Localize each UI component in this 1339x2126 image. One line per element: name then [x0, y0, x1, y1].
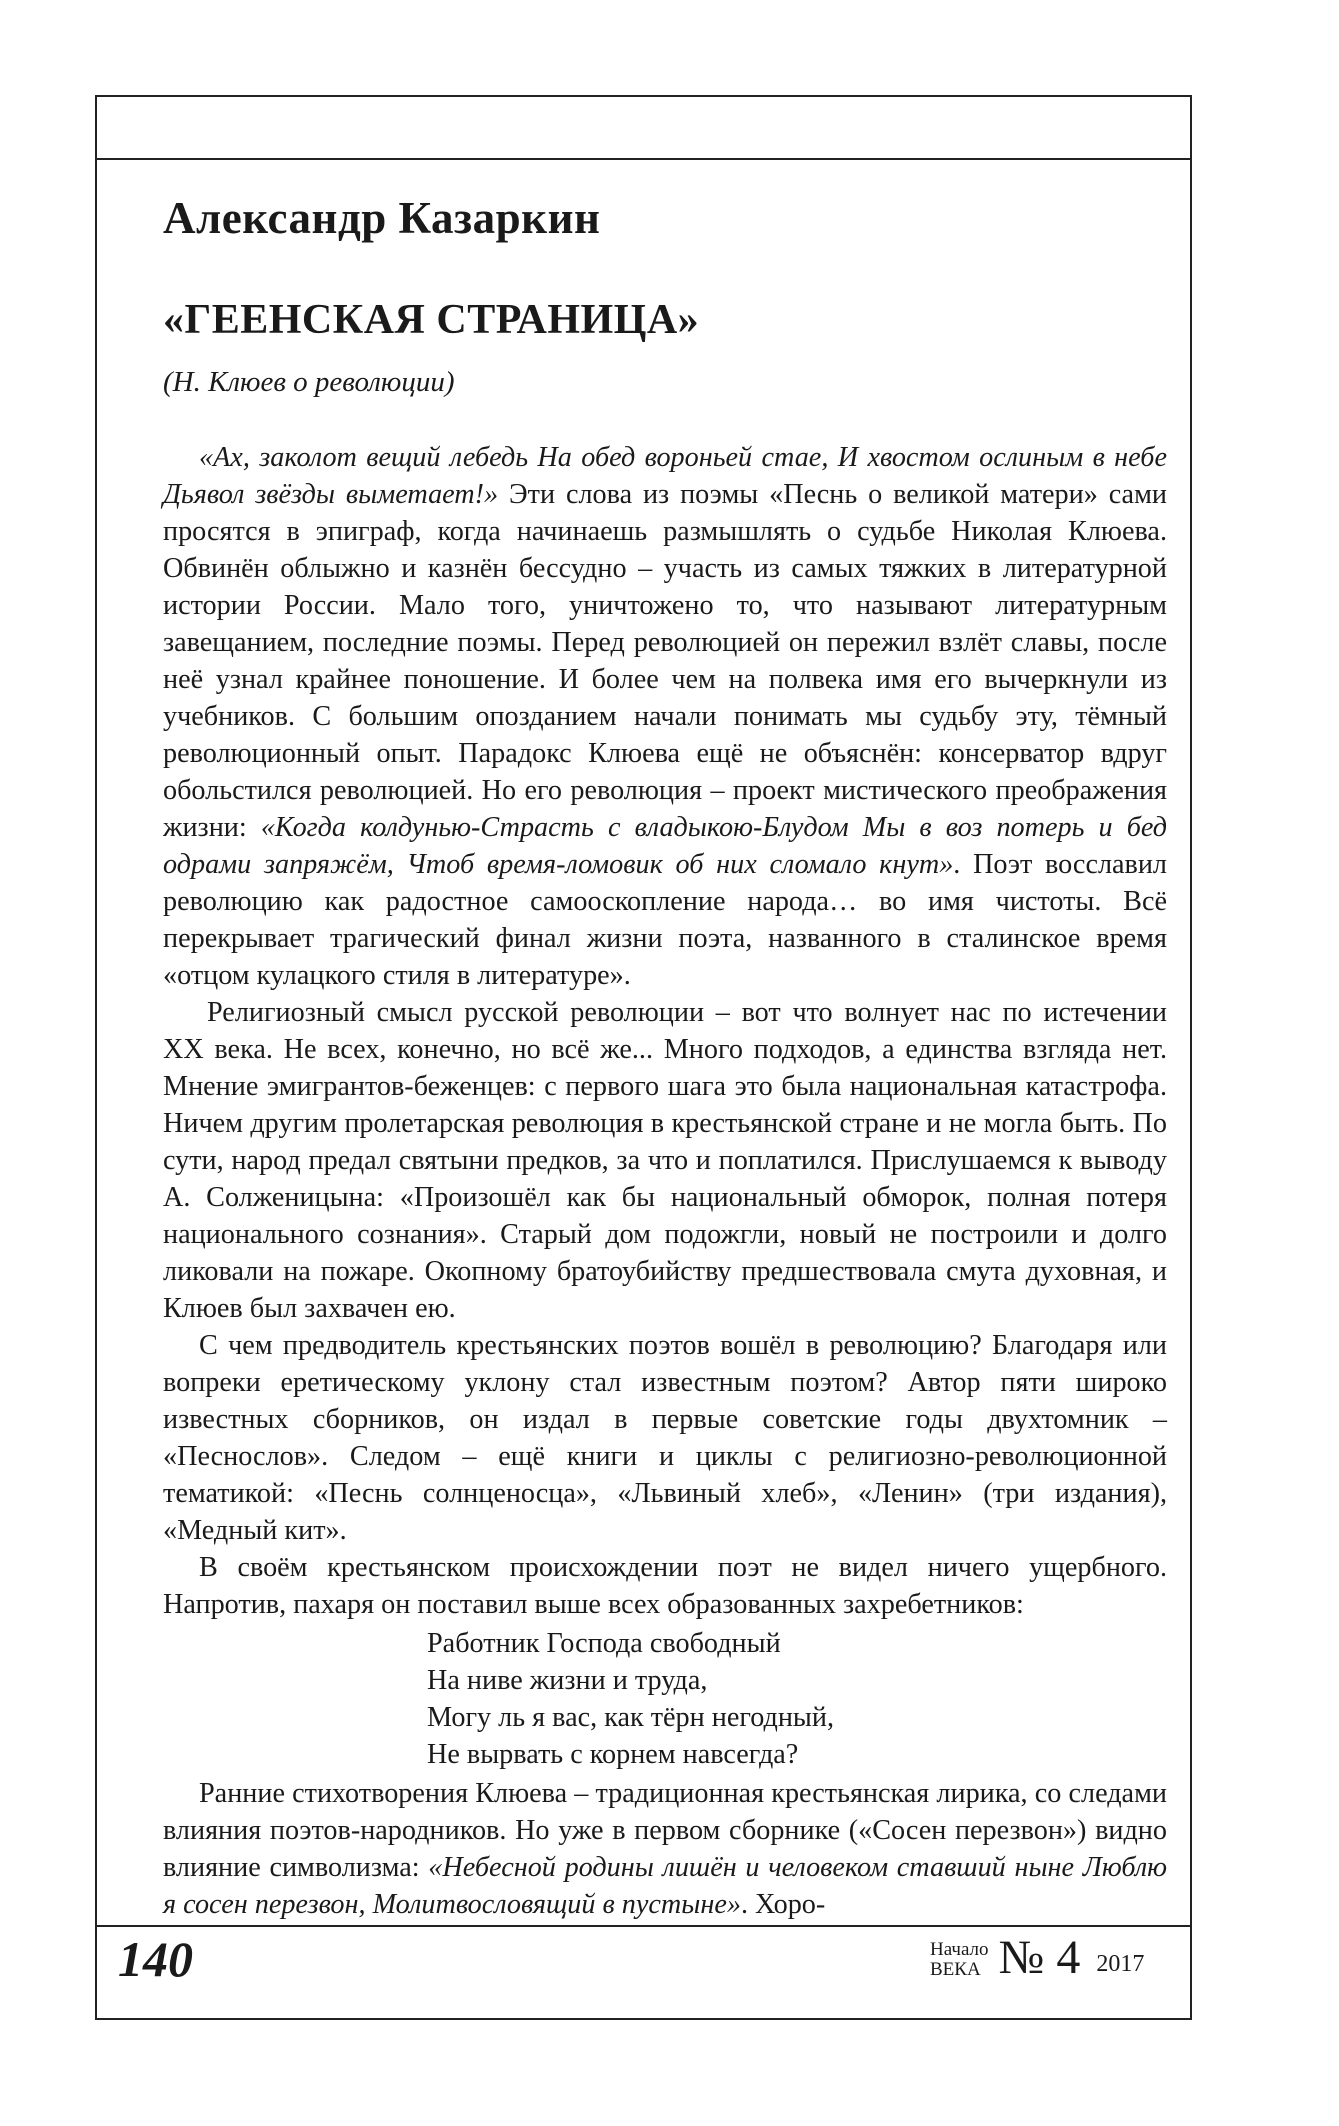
- issue-number: № 4: [998, 1931, 1081, 1984]
- paragraph-2: Религиозный смысл русской революции – вот что волнует нас по истечении XX века. Не всех, конечно, но всё же... Много подходов, а единства взгляда нет. Мнение эмигрантов-беженцев: с первого шага это была национальная катастрофа. Ничем другим пролетарская революция в крестьянской стране и не могла быть. По сути, народ предал святыни предков, за что и поплатился. Прислушаемся к выводу А. Солженицына: «Произошёл как бы национальный обморок, полная потеря национального сознания». Старый дом подожгли, новый не построили и долго ликовали на пожаре. Окопному братоубийству предшествовала смута духовная, и Клюев был захвачен ею.: [163, 997, 1167, 1324]
- poem-quote: [427, 1625, 1167, 1773]
- epigraph-quote: «Ах, заколот вещий лебедь На обед вороньей стае, И хвостом ослиным в небе Дьявол звёзды выметает!»: [163, 442, 1167, 510]
- paragraph-1-text-a: Эти слова из поэмы «Песнь о великой матери» сами просятся в эпиграф, когда начинаешь размышлять о судьбе Николая Клюева. Обвинён облыжно и казнён бессудно – участь из самых тяжких в литературной истории России. Мало того, уничтожено то, что называют литературным завещанием, последние поэмы. Перед революцией он пережил взлёт славы, после неё узнал крайнее поношение. И более чем на полвека имя его вычеркнули из учебников. С большим опозданием начали понимать мы судьбу эту, тёмный революционный опыт. Парадокс Клюева ещё не объяснён: консерватор вдруг обольстился революцией. Но его революция – проект мистического преображения жизни:: [163, 479, 1167, 843]
- poem-line: Не вырвать с корнем навсегда?: [427, 1739, 799, 1770]
- page-number: 140: [118, 1931, 193, 1987]
- paragraph-4: В своём крестьянском происхождении поэт не видел ничего ущербного. Напротив, пахаря он поставил выше всех образованных захребетников:: [163, 1552, 1167, 1620]
- journal-name: [930, 1940, 989, 1980]
- paragraph-1: [163, 439, 1167, 994]
- article-subtitle: (Н. Клюев о революции): [163, 366, 455, 398]
- paragraph-5-quote: «Небесной родины лишён и человеком ставший ныне Люблю я сосен перезвон, Молитвословящий в пустыне»: [163, 1852, 1167, 1920]
- journal-brand: [930, 1930, 1144, 1986]
- issue-year: 2017: [1096, 1951, 1145, 1977]
- article-body: [163, 439, 1167, 1923]
- paragraph-3: С чем предводитель крестьянских поэтов вошёл в революцию? Благодаря или вопреки еретическому уклону стал известным поэтом? Автор пяти широко известных сборников, он издал в первые советские годы двухтомник – «Песнослов». Следом – ещё книги и циклы с религиозно-революционной тематикой: «Песнь солнценосца», «Львиный хлеб», «Ленин» (три издания), «Медный кит».: [163, 1330, 1167, 1546]
- paragraph-5-text-a: Ранние стихотворения Клюева – традиционная крестьянская лирика, со следами влияния поэтов-народников. Но уже в первом сборнике («Сосен перезвон») видно влияние символизма:: [163, 1778, 1167, 1883]
- paragraph-5-text-b: . Хоро-: [740, 1889, 826, 1920]
- header-rule: [95, 158, 1192, 160]
- article: [163, 182, 1167, 1923]
- poem-line: Могу ль я вас, как тёрн негодный,: [427, 1702, 834, 1733]
- article-title: «ГЕЕНСКАЯ СТРАНИЦА»: [163, 297, 700, 343]
- author-name: Александр Казаркин: [163, 193, 601, 243]
- paragraph-5: [163, 1775, 1167, 1923]
- footer-rule: [95, 1925, 1192, 1927]
- poem-line: Работник Господа свободный: [427, 1628, 781, 1659]
- poem-line: На ниве жизни и труда,: [427, 1665, 708, 1696]
- journal-name-bottom: ВЕКА: [930, 1959, 981, 1980]
- paragraph-1-text-b: . Поэт восславил революцию как радостное самооскопление народа… во имя чистоты. Всё перекрывает трагический финал жизни поэта, названного в сталинское время «отцом кулацкого стиля в литературе».: [163, 849, 1167, 991]
- paragraph-1-quote: «Когда колдунью-Страсть с владыкою-Блудом Мы в воз потерь и бед одрами запряжём, Чтоб время-ломовик об них сломало кнут»: [163, 812, 1168, 880]
- journal-name-top: Начало: [930, 1939, 989, 1960]
